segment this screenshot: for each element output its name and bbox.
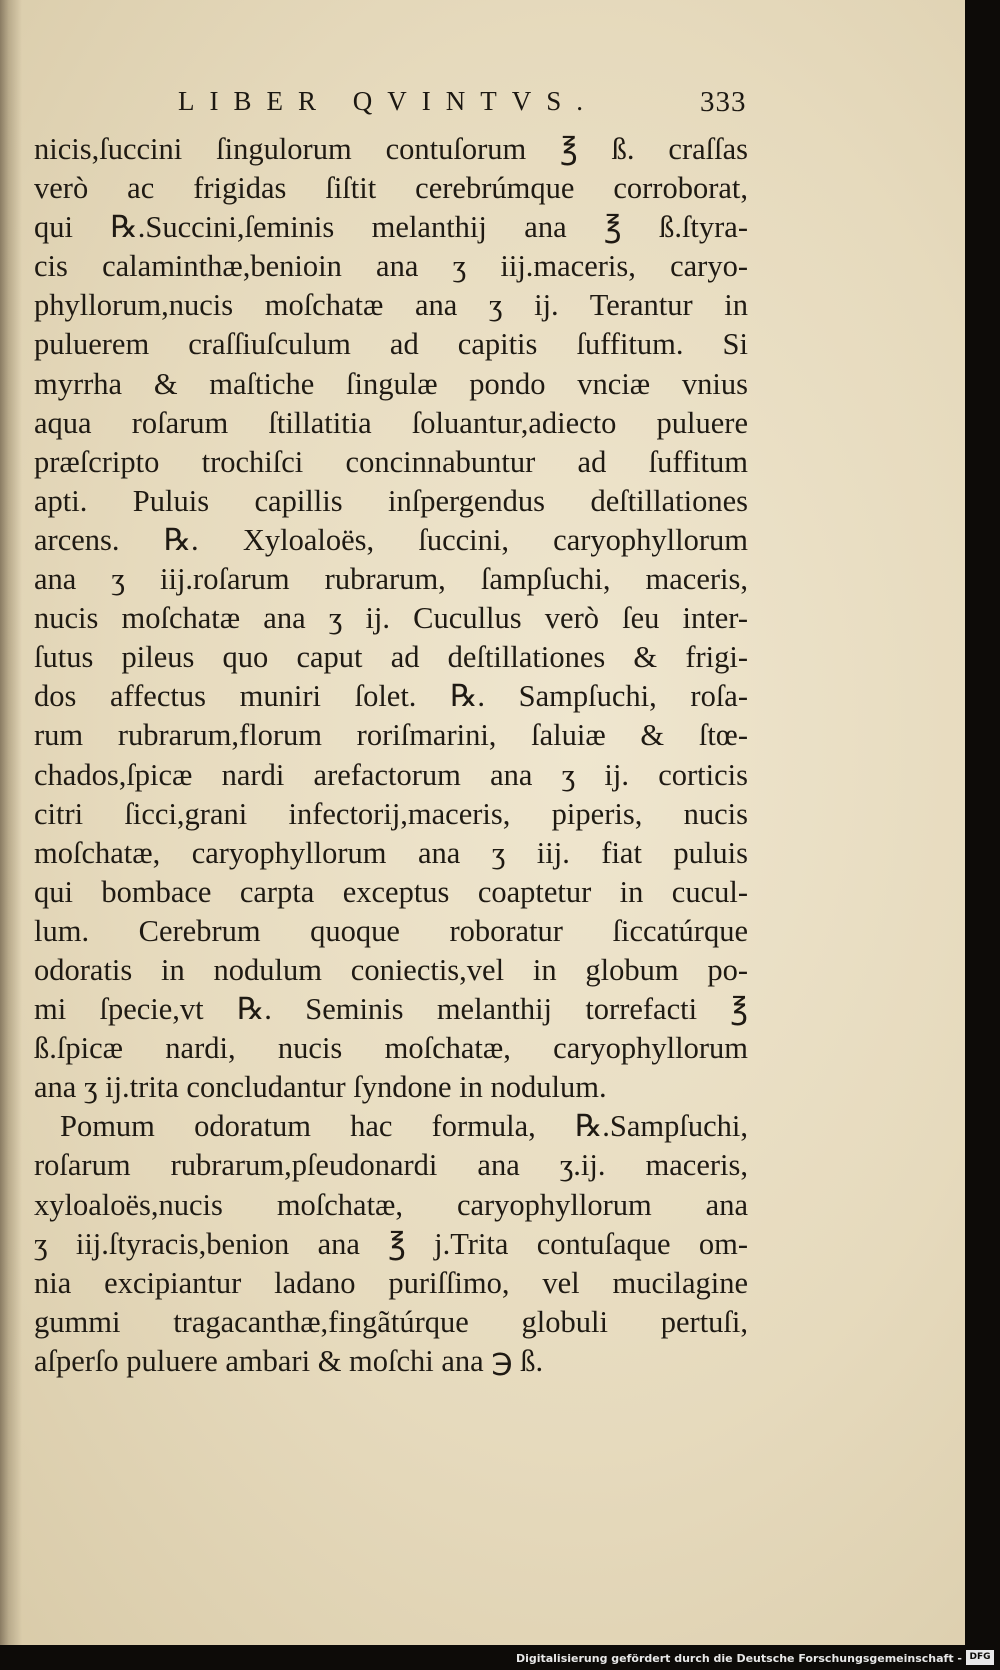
- text-line: puluerem craſſiuſculum ad capitis ſuffitum. Si: [34, 327, 748, 362]
- text-line: qui bombace carpta exceptus coaptetur in cucul-: [34, 874, 748, 909]
- binding-edge: [0, 0, 22, 1645]
- text-line: nicis,ſuccini ſingulorum contuſorum ℥ ß. craſſas: [34, 132, 748, 166]
- text-line: arcens. ℞. Xyloaloës, ſuccini, caryophyllorum: [34, 522, 748, 557]
- text-line: Pomum odoratum hac formula, ℞.Sampſuchi,: [60, 1109, 748, 1144]
- text-line: verò ac frigidas ſiſtit cerebrúmque corroborat,: [34, 171, 748, 206]
- text-line: nucis moſchatæ ana ʒ ij. Cucullus verò ſeu inter-: [34, 601, 748, 636]
- text-line: lum. Cerebrum quoque roboratur ſiccatúrque: [34, 913, 748, 948]
- text-line: phyllorum,nucis moſchatæ ana ʒ ij. Terantur in: [34, 288, 748, 323]
- body-text: [34, 130, 748, 1381]
- text-line: chados,ſpicæ nardi arefactorum ana ʒ ij. corticis: [34, 757, 748, 792]
- text-line: odoratis in nodulum coniectis,vel in globum po-: [34, 952, 748, 987]
- text-line: xyloaloës,nucis moſchatæ, caryophyllorum ana: [34, 1187, 748, 1222]
- text-line: ʒ iij.ſtyracis,benion ana ℥ j.Trita contuſaque om-: [34, 1226, 748, 1261]
- text-line: præſcripto trochiſci concinnabuntur ad ſuffitum: [34, 444, 748, 479]
- text-line: ana ʒ ij.trita concludantur ſyndone in nodulum.: [34, 1070, 607, 1105]
- text-line: ß.ſpicæ nardi, nucis moſchatæ, caryophyllorum: [34, 1031, 748, 1066]
- text-line: ſutus pileus quo caput ad deſtillationes & frigi-: [34, 640, 748, 675]
- running-title: LIBER QVINTVS.: [178, 86, 598, 116]
- text-line: roſarum rubrarum,pſeudonardi ana ʒ.ij. maceris,: [34, 1148, 748, 1183]
- page-number: 333: [700, 86, 747, 118]
- text-line: apti. Puluis capillis inſpergendus deſtillationes: [34, 483, 748, 518]
- text-line: ana ʒ iij.roſarum rubrarum, ſampſuchi, maceris,: [34, 562, 748, 597]
- text-line: nia excipiantur ladano puriſſimo, vel mucilagine: [34, 1265, 748, 1300]
- text-line: cis calaminthæ,benioin ana ʒ iij.maceris, caryo-: [34, 249, 748, 284]
- text-line: aqua roſarum ſtillatitia ſoluantur,adiecto puluere: [34, 405, 748, 440]
- text-line: mi ſpecie,vt ℞. Seminis melanthij torrefacti ℥: [34, 992, 748, 1027]
- text-line: qui ℞.Succini,ſeminis melanthij ana ℥ ß.ſtyra-: [34, 210, 748, 245]
- funding-credit: Digitalisierung gefördert durch die Deutsche Forschungsgemeinschaft -: [515, 1652, 962, 1665]
- dfg-logo: DFG: [966, 1650, 994, 1665]
- text-line: aſperſo puluere ambari & moſchi ana ℈ ß.: [34, 1343, 544, 1378]
- text-line: dos affectus muniri ſolet. ℞. Sampſuchi, roſa-: [34, 679, 748, 714]
- text-line: moſchatæ, caryophyllorum ana ʒ iij. fiat puluis: [34, 835, 748, 870]
- text-line: gummi tragacanthæ,fingãtúrque globuli pertuſi,: [34, 1304, 748, 1339]
- text-line: myrrha & maſtiche ſingulæ pondo vnciæ vnius: [34, 366, 748, 401]
- text-line: rum rubrarum,florum roriſmarini, ſaluiæ & ſtœ-: [34, 718, 748, 753]
- text-line: citri ſicci,grani infectorij,maceris, piperis, nucis: [34, 796, 748, 831]
